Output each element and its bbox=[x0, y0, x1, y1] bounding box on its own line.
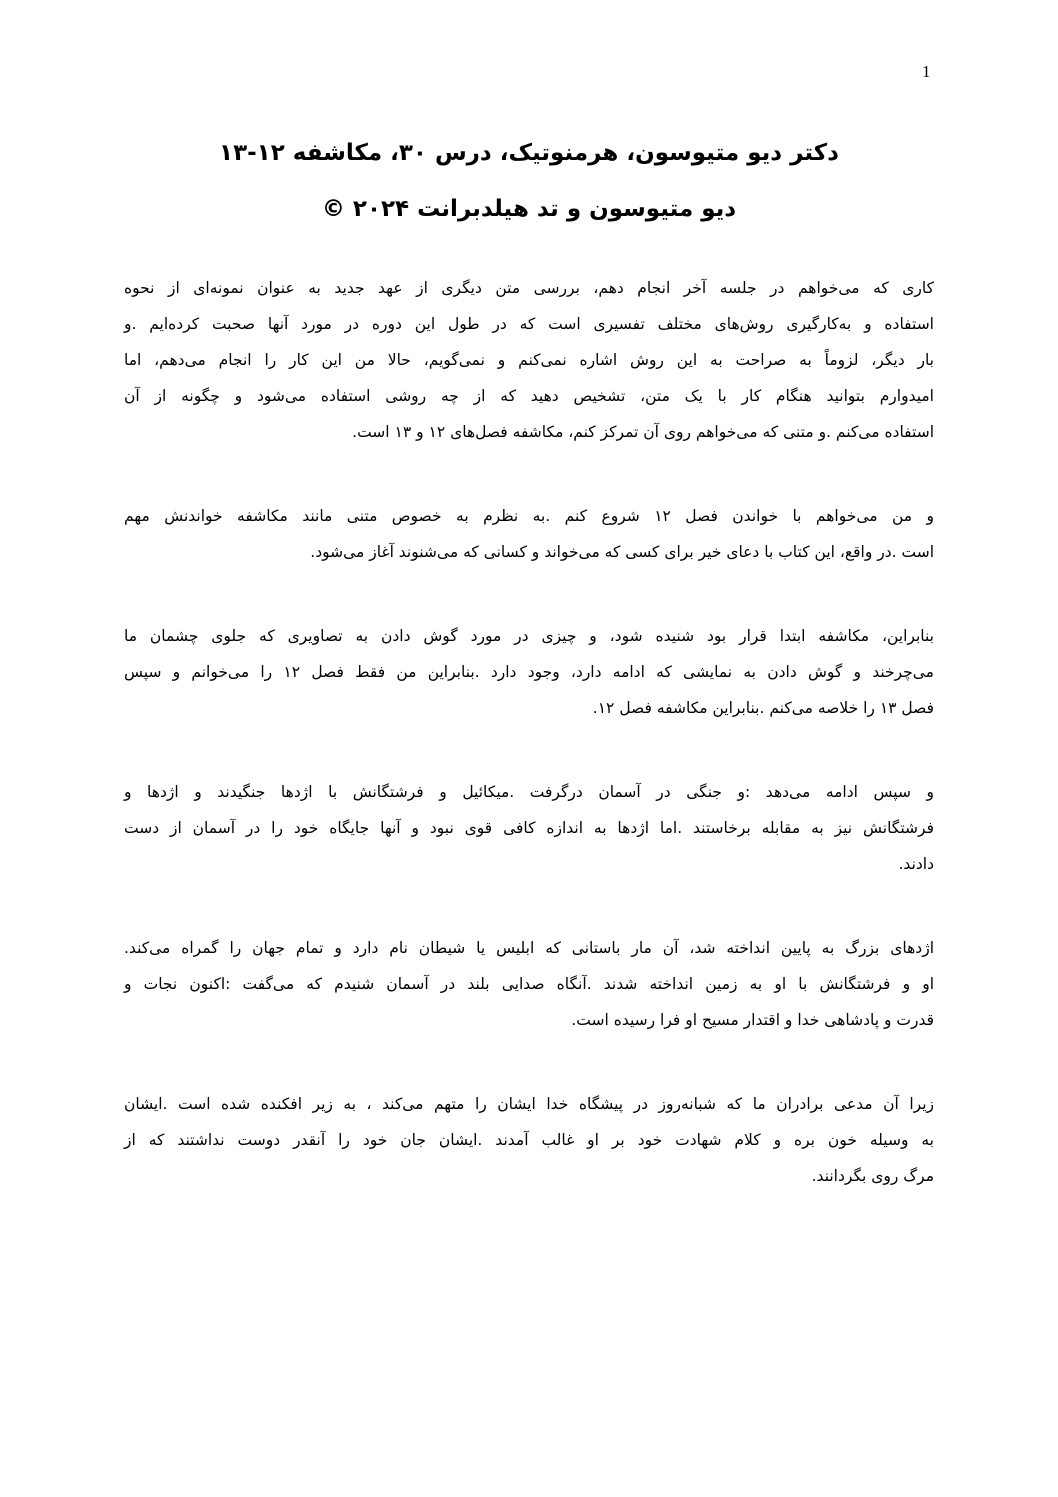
paragraph-3 bbox=[124, 618, 934, 726]
page-number: 1 bbox=[922, 62, 931, 81]
text-line: زیرا آن مدعی برادران ما که شبانه‌روز در پیشگاه خدا ایشان را متهم می‌کند ، به زیر افکنده شده است .ایشان bbox=[124, 1095, 934, 1113]
text-line: کاری که می‌خواهم در جلسه آخر انجام دهم، بررسی متن دیگری از عهد جدید به عنوان نمونه‌ای از نحوه bbox=[124, 279, 934, 297]
text-line: می‌چرخند و گوش دادن به نمایشی که ادامه دارد، وجود دارد .بنابراین من فقط فصل ۱۲ را می‌خوانم و سپس bbox=[124, 663, 934, 681]
title-line-2: دیو متیوسون و تد هیلدبرانت ۲۰۲۴ © bbox=[321, 196, 737, 222]
text-line: است .در واقع، این کتاب با دعای خیر برای کسی که می‌خواند و کسانی که می‌شنوند آغاز می‌شود. bbox=[310, 543, 934, 561]
text-line: امیدوارم بتوانید هنگام کار با یک متن، تشخیص دهید که از چه روشی استفاده می‌شود و چگونه از آن bbox=[124, 387, 934, 405]
text-line: استفاده و به‌کارگیری روش‌های مختلف تفسیری است که در طول این دوره در مورد آنها صحبت کرده‌ایم .و bbox=[124, 315, 934, 333]
text-line: فصل ۱۳ را خلاصه می‌کنم .بنابراین مکاشفه فصل ۱۲. bbox=[592, 699, 934, 717]
text-line: و سپس ادامه می‌دهد :و جنگی در آسمان درگرفت .میکائیل و فرشتگانش با اژدها جنگیدند و اژدها و bbox=[124, 783, 934, 801]
paragraph-2 bbox=[124, 498, 934, 570]
paragraph-4 bbox=[124, 774, 934, 882]
text-line: و من می‌خواهم با خواندن فصل ۱۲ شروع کنم .به نظرم به خصوص متنی مانند مکاشفه خواندنش مهم bbox=[124, 507, 934, 525]
text-line: فرشتگانش نیز به مقابله برخاستند .اما اژدها به اندازه کافی قوی نبود و آنها جایگاه خود را در آسمان از دست bbox=[124, 819, 934, 837]
title-line-1: دکتر دیو متیوسون، هرمنوتیک، درس ۳۰، مکاشفه ۱۲-۱۳ bbox=[219, 140, 839, 166]
paragraph-6 bbox=[124, 1086, 934, 1194]
text-line: بنابراین، مکاشفه ابتدا قرار بود شنیده شود، و چیزی در مورد گوش دادن به تصاویری که جلوی چشمان ما bbox=[124, 627, 934, 645]
text-line: به وسیله خون بره و کلام شهادت خود بر او غالب آمدند .ایشان جان خود را آنقدر دوست نداشتند که از bbox=[124, 1131, 934, 1149]
document-title bbox=[100, 125, 958, 237]
text-line: او و فرشتگانش با او به زمین انداخته شدند .آنگاه صدایی بلند در آسمان شنیدم که می‌گفت :اکنون نجات و bbox=[124, 975, 934, 993]
text-line: دادند. bbox=[898, 855, 934, 873]
paragraph-5 bbox=[124, 930, 934, 1038]
text-line: قدرت و پادشاهی خدا و اقتدار مسیح او فرا رسیده است. bbox=[571, 1011, 934, 1029]
paragraph-1 bbox=[124, 270, 934, 450]
text-line: مرگ روی بگردانند. bbox=[811, 1167, 934, 1185]
document-body bbox=[124, 270, 934, 1242]
text-line: اژدهای بزرگ به پایین انداخته شد، آن مار باستانی که ابلیس یا شیطان نام دارد و تمام جهان را گمراه می‌کند. bbox=[124, 939, 934, 957]
text-line: استفاده می‌کنم .و متنی که می‌خواهم روی آن تمرکز کنم، مکاشفه فصل‌های ۱۲ و ۱۳ است. bbox=[352, 423, 934, 441]
text-line: بار دیگر، لزوماً به صراحت به این روش اشاره نمی‌کنم و نمی‌گویم، حالا من این کار را انجام می‌دهم، اما bbox=[124, 351, 934, 369]
